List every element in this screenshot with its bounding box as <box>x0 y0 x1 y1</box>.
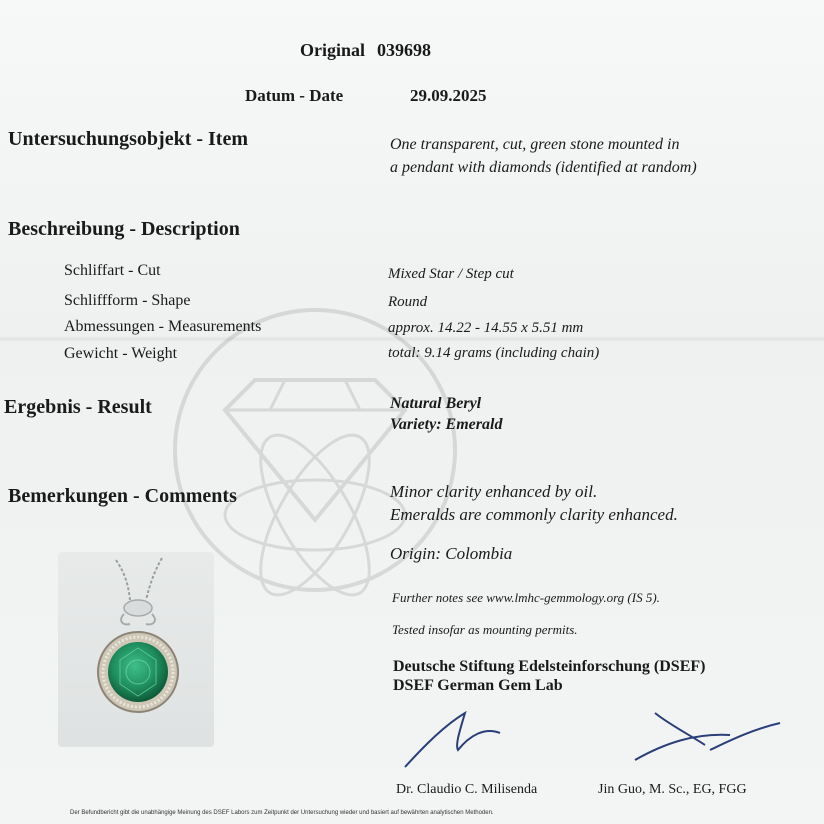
lab-name-1: Deutsche Stiftung Edelsteinforschung (DSEF) <box>393 658 706 675</box>
shape-label: Schliffform - Shape <box>64 292 191 309</box>
description-label: Beschreibung - Description <box>8 218 240 240</box>
item-line-1: One transparent, cut, green stone mounted in <box>390 136 680 153</box>
date-label: Datum - Date <box>245 86 344 105</box>
footer-disclaimer: Der Befundbericht gibt die unabhängige Meinung des DSEF Labors zum Zeitpunkt der Untersuchung wieder und basiert auf bewährten analytischen Methoden. <box>70 810 494 816</box>
emerald-pendant-icon <box>58 552 214 747</box>
cut-value: Mixed Star / Step cut <box>388 266 514 282</box>
date-value: 29.09.2025 <box>410 86 487 105</box>
original-number: 039698 <box>377 40 431 60</box>
further-notes-text: Further notes see www.lmhc-gemmology.org (IS 5). <box>392 590 660 605</box>
item-label: Untersuchungsobjekt - Item <box>8 128 248 150</box>
signer-2-name: Jin Guo, M. Sc., EG, FGG <box>598 782 747 797</box>
lab-name-2: DSEF German Gem Lab <box>393 677 563 694</box>
result-line-2: Variety: Emerald <box>390 416 503 433</box>
weight-label: Gewicht - Weight <box>64 345 178 362</box>
measurements-label: Abmessungen - Measurements <box>64 318 262 335</box>
item-line-2: a pendant with diamonds (identified at random) <box>390 159 697 176</box>
result-line-1: Natural Beryl <box>390 395 482 412</box>
origin-text: Origin: Colombia <box>390 544 513 563</box>
comment-line-2: Emeralds are commonly clarity enhanced. <box>390 505 678 524</box>
original-label: Original <box>300 40 366 60</box>
pendant-photo <box>58 552 214 747</box>
comments-label: Bemerkungen - Comments <box>8 485 237 507</box>
shape-value: Round <box>388 294 428 310</box>
signer-1-name: Dr. Claudio C. Milisenda <box>396 782 538 797</box>
signature-1-icon <box>400 705 540 775</box>
signature-2-icon <box>615 705 785 775</box>
result-label: Ergebnis - Result <box>4 396 152 418</box>
weight-value: total: 9.14 grams (including chain) <box>388 345 600 361</box>
cut-label: Schliffart - Cut <box>64 262 161 279</box>
measurements-value: approx. 14.22 - 14.55 x 5.51 mm <box>388 320 584 336</box>
comment-line-1: Minor clarity enhanced by oil. <box>390 482 598 501</box>
tested-text: Tested insofar as mounting permits. <box>392 622 578 637</box>
